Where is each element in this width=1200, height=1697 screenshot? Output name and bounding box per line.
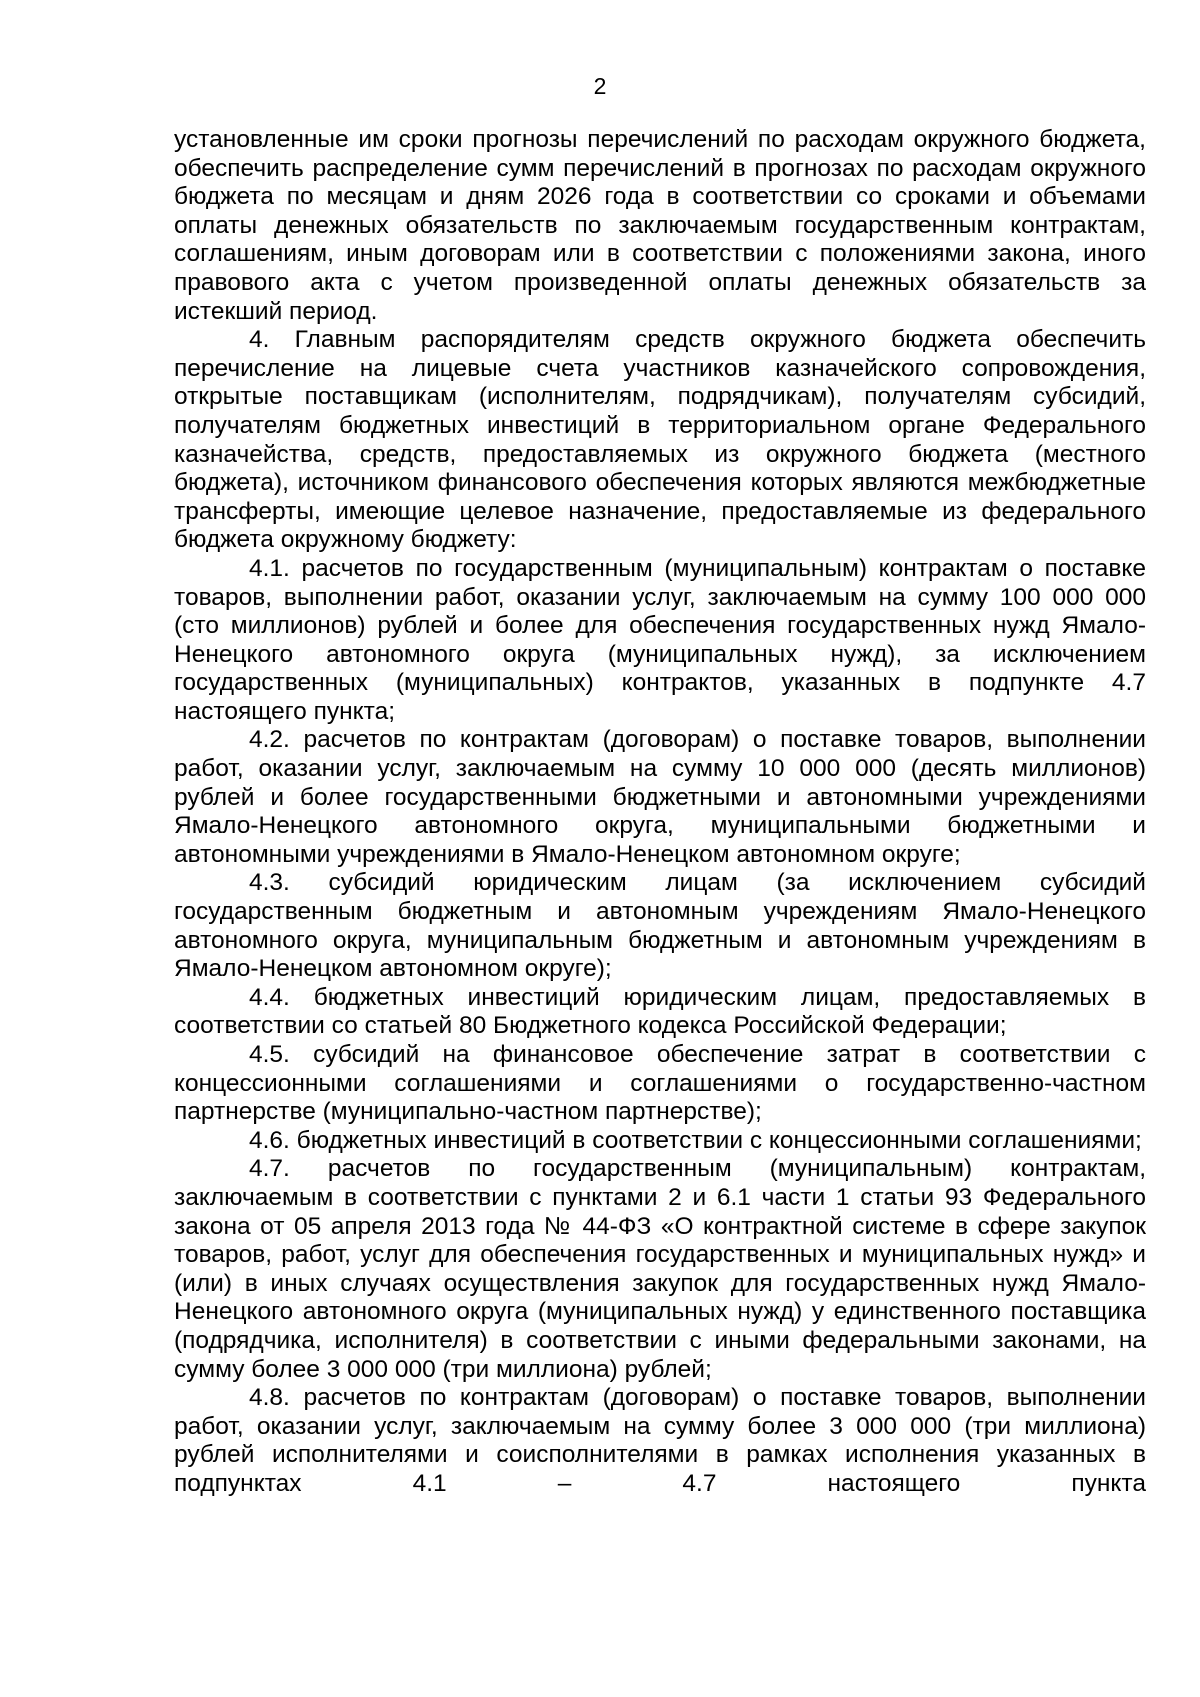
paragraph-continuation: установленные им сроки прогнозы перечислений по расходам окружного бюджета, обеспечить распределение сумм перечислений в прогнозах по расходам окружного бюджета по месяцам и дням 2026 года в соответствии со сроками и объемами оплаты денежных обязательств по заключаемым государственным контрактам, соглашениям, иным договорам или в соответствии с положениями закона, иного правового акта с учетом произведенной оплаты денежных обязательств за истекший период. [174,126,1146,325]
paragraph-item-4-5: 4.5. субсидий на финансовое обеспечение затрат в соответствии с концессионными соглашениями и соглашениями о государственно-частном партнерстве (муниципально-частном партнерстве); [174,1041,1146,1126]
paragraph-item-4-7: 4.7. расчетов по государственным (муниципальным) контрактам, заключаемым в соответствии с пунктами 2 и 6.1 части 1 статьи 93 Федерального закона от 05 апреля 2013 года № 44-ФЗ «О контрактной системе в сфере закупок товаров, работ, услуг для обеспечения государственных и муниципальных нужд» и (или) в иных случаях осуществления закупок для государственных нужд Ямало-Ненецкого автономного округа (муниципальных нужд) у единственного поставщика (подрядчика, исполнителя) в соответствии с иными федеральными законами, на сумму более 3 000 000 (три миллиона) рублей; [174,1155,1146,1383]
paragraph-item-4-6: 4.6. бюджетных инвестиций в соответствии с концессионными соглашениями; [249,1126,1142,1154]
document-body [174,126,1146,1499]
paragraph-item-4-2: 4.2. расчетов по контрактам (договорам) о поставке товаров, выполнении работ, оказании услуг, заключаемым на сумму 10 000 000 (десять миллионов) рублей и более государственными бюджетными и автономными учреждениями Ямало-Ненецкого автономного округа, муниципальными бюджетными и автономными учреждениями в Ямало-Ненецком автономном округе; [174,726,1146,868]
page-number: 2 [593,73,607,99]
paragraph-item-4: 4. Главным распорядителям средств окружного бюджета обеспечить перечисление на лицевые счета участников казначейского сопровождения, открытые поставщикам (исполнителям, подрядчикам), получателям субсидий, получателям бюджетных инвестиций в территориальном органе Федерального казначейства, средств, предоставляемых из окружного бюджета (местного бюджета), источником финансового обеспечения которых являются межбюджетные трансферты, имеющие целевое назначение, предоставляемые из федерального бюджета окружному бюджету: [174,326,1146,554]
paragraph-item-4-3: 4.3. субсидий юридическим лицам (за исключением субсидий государственным бюджетным и автономным учреждениям Ямало-Ненецкого автономного округа, муниципальным бюджетным и автономным учреждениям в Ямало-Ненецком автономном округе); [174,869,1146,983]
paragraph-item-4-4: 4.4. бюджетных инвестиций юридическим лицам, предоставляемых в соответствии со статьей 80 Бюджетного кодекса Российской Федерации; [174,983,1146,1040]
paragraph-item-4-1: 4.1. расчетов по государственным (муниципальным) контрактам о поставке товаров, выполнении работ, оказании услуг, заключаемым на сумму 100 000 000 (сто миллионов) рублей и более для обеспечения государственных нужд Ямало-Ненецкого автономного округа (муниципальных нужд), за исключением государственных (муниципальных) контрактов, указанных в подпункте 4.7 настоящего пункта; [174,554,1146,725]
paragraph-item-4-8: 4.8. расчетов по контрактам (договорам) о поставке товаров, выполнении работ, оказании услуг, заключаемым на сумму более 3 000 000 (три миллиона) рублей исполнителями и соисполнителями в рамках исполнения указанных в подпунктах 4.1 – 4.7 настоящего пункта [174,1384,1146,1497]
